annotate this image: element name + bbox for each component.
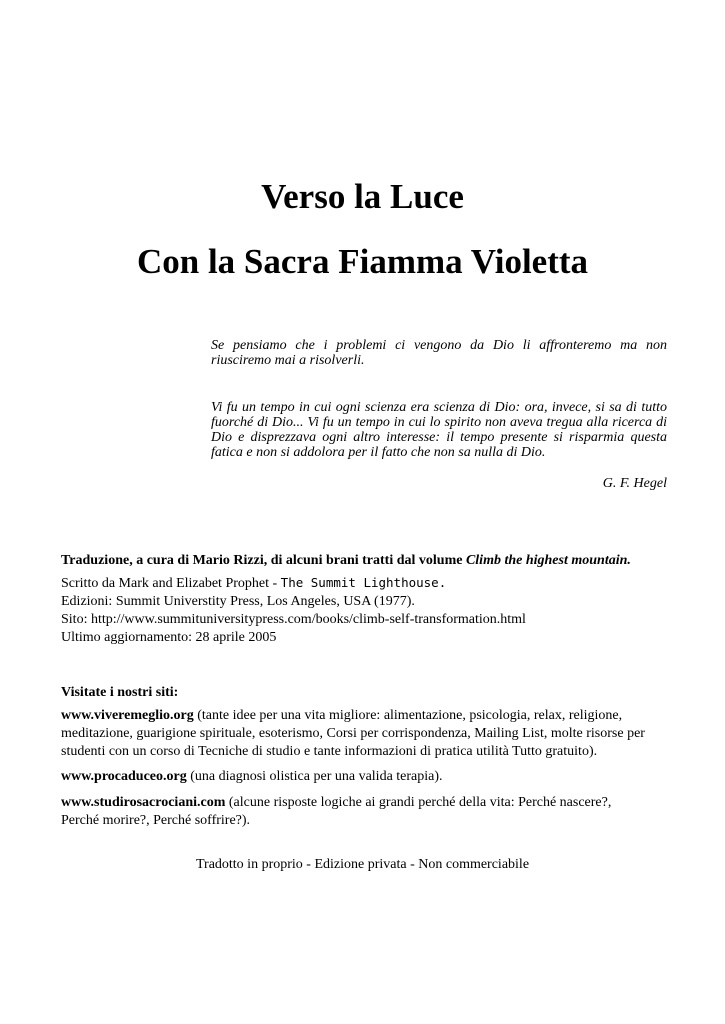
site-description: (alcune risposte logiche ai grandi perché della vita: Perché nascere?, Perché morire?, Perché soffrire?). — [61, 795, 612, 828]
translation-prefix: Traduzione, a cura di Mario Rizzi, di alcuni brani tratti dal volume — [61, 553, 466, 568]
last-updated: Ultimo aggiornamento: 28 aprile 2005 — [61, 630, 277, 645]
title-line-2: Con la Sacra Fiamma Violetta — [136, 242, 589, 281]
editions: Edizioni: Summit Universtity Press, Los Angeles, USA (1977). — [61, 594, 415, 609]
site-link[interactable]: www.viveremeglio.org — [61, 708, 194, 723]
site-entry — [61, 794, 651, 830]
site-entry — [61, 768, 651, 786]
site-link[interactable]: www.procaduceo.org — [61, 769, 187, 784]
epigraph-author: G. F. Hegel — [602, 476, 667, 491]
sites-heading: Visitate i nostri siti: — [61, 685, 179, 700]
book-details — [61, 574, 671, 647]
epigraph-quote-1: Se pensiamo che i problemi ci vengono da Dio li affronteremo ma non riusciremo mai a risolverli. — [211, 338, 667, 368]
organization-name: The Summit Lighthouse. — [280, 575, 447, 590]
site-description: (tante idee per una vita migliore: alimentazione, psicologia, relax, religione, meditazione, guarigione spirituale, esoterismo, Corsi per corrispondenza, Mailing List, molte risorse per studenti con un corso di Tecniche di studio e tante informazioni di pratica utilità Tutto gratuito). — [61, 708, 645, 759]
site-link[interactable]: www.studirosacrociani.com — [61, 795, 226, 810]
title-line-1: Verso la Luce — [261, 177, 464, 216]
site-description: (una diagnosi olistica per una valida terapia). — [186, 769, 443, 784]
source-site: Sito: http://www.summituniversitypress.com/books/climb-self-transformation.html — [61, 612, 526, 627]
site-entry — [61, 707, 651, 761]
book-title: Climb the highest mountain. — [465, 553, 631, 568]
written-by-text: Scritto da Mark and Elizabet Prophet - — [61, 576, 281, 591]
footer-note: Tradotto in proprio - Edizione privata - Non commerciabile — [195, 857, 530, 872]
epigraph-quote-2: Vi fu un tempo in cui ogni scienza era scienza di Dio: ora, invece, si sa di tutto fuorché di Dio... Vi fu un tempo in cui lo spirito non aveva tregua alla ricerca di Dio e disprezzava ogni altro interesse: il tempo presente si risparmia questa fatica e non si addolora per il fatto che non sa nulla di Dio. — [211, 400, 667, 460]
written-by — [61, 574, 671, 593]
translation-credit — [61, 552, 671, 570]
